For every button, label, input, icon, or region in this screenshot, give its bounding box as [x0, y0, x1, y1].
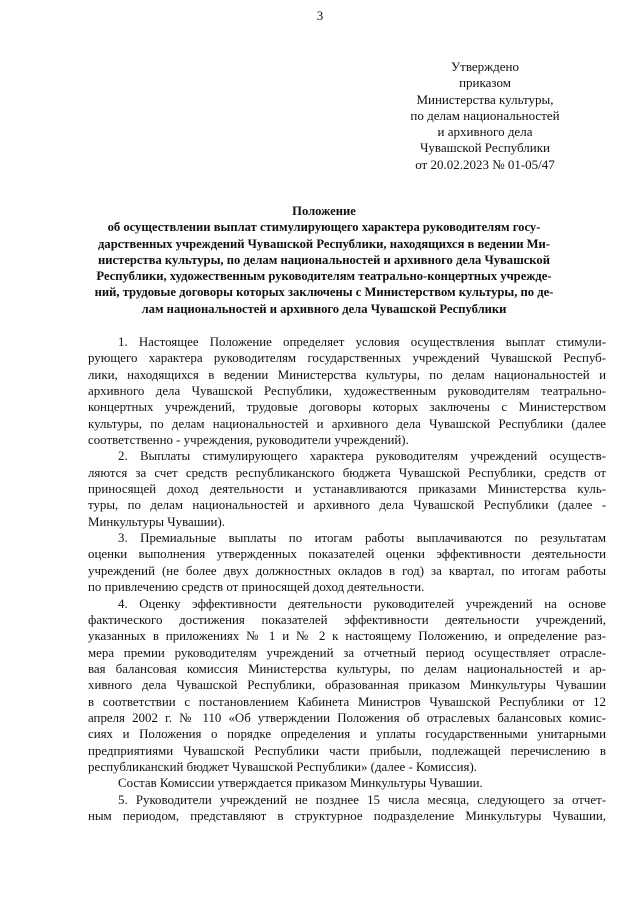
approval-line: Министерства культуры,	[416, 91, 554, 107]
paragraph	[88, 530, 606, 595]
page-number: 3	[316, 8, 324, 23]
title-line: Республики, художественным руководителям театрально-концертных учрежде-	[96, 269, 552, 284]
paragraph	[88, 334, 606, 448]
approval-line: Утверждено	[450, 59, 520, 74]
paragraph-line: ным периодом, представляют в структурное подразделение Минкультуры Чувашии,	[88, 808, 606, 823]
approval-line: от 20.02.2023 № 01-05/47	[415, 156, 555, 172]
paragraph-line: оценки выполнения утвержденных показателей оценки эффективности деятельности	[88, 547, 606, 562]
paragraph-line: 5. Руководители учреждений не позднее 15 числа месяца, следующего за отчет-	[118, 792, 606, 807]
paragraph-line: учреждений (не более двух должностных окладов в год) за квартал, по итогам работы	[88, 563, 606, 578]
document-title	[88, 203, 560, 317]
title-line: лам национальностей и архивного дела Чувашской Республики	[141, 301, 507, 316]
paragraph-line: архивного дела Чувашской Республики, художественным руководителям театрально-	[88, 384, 606, 399]
approval-line: по делам национальностей	[410, 107, 560, 123]
paragraph-line: Состав Комиссии утверждается приказом Минкультуры Чувашии.	[118, 776, 483, 791]
paragraph	[88, 775, 606, 791]
paragraph	[88, 596, 606, 776]
paragraph-line: хивного дела Чувашской Республики, образованная приказом Минкультуры Чувашии	[88, 678, 606, 693]
paragraph-line: указанных в приложениях № 1 и № 2 к настоящему Положению, и определение раз-	[88, 629, 606, 644]
title-line: нистерства культуры, по делам национальностей и архивного дела Чувашской	[98, 252, 550, 267]
paragraph-line: культуры, по делам национальностей и архивного дела Чувашской Республики (далее	[88, 416, 606, 431]
paragraph-line: 1. Настоящее Положение определяет условия осуществления выплат стимули-	[118, 335, 606, 349]
title-line: ний, трудовые договоры которых заключены с Министерством культуры, по де-	[94, 285, 554, 300]
paragraph-line: предприятиями Чувашской Республики части прибыли, подлежащей перечислению в	[88, 743, 606, 758]
paragraph-line: Минкультуры Чувашии).	[88, 514, 225, 529]
approval-block	[390, 59, 580, 173]
paragraph-line: соответственно - учреждения, руководители учреждений).	[88, 433, 409, 448]
paragraph-line: апреля 2002 г. № 110 «Об утверждении Положения об отраслевых балансовых комис-	[88, 710, 606, 725]
paragraph	[88, 792, 606, 825]
paragraph-line: концертных учреждений, трудовые договоры которых заключены с Министерством	[88, 400, 606, 415]
paragraph-line: рующего характера руководителям государственных учреждений Чувашской Респуб-	[88, 351, 606, 366]
paragraph-line: фактического достижения показателей эффективности деятельности учреждений,	[88, 612, 606, 627]
paragraph-line: мера премии руководителям учреждений за отчетный период осуществляет отрасле-	[88, 645, 606, 660]
paragraph-line: в соответствии с постановлением Кабинета Министров Чувашской Республики от 12	[88, 694, 606, 709]
paragraph-line: туры, по делам национальностей и архивного дела Чувашской Республики (далее -	[88, 498, 606, 513]
paragraph-line: 3. Премиальные выплаты по итогам работы выплачиваются по результатам	[118, 531, 606, 546]
paragraph-line: ляются за счет средств республиканского бюджета Чувашской Республики, средств от	[88, 465, 606, 480]
paragraph-line: 4. Оценку эффективности деятельности руководителей учреждений на основе	[118, 596, 606, 611]
title-line: Положение	[292, 204, 356, 218]
approval-line: приказом	[459, 75, 511, 91]
paragraph-line: вая балансовая комиссия Министерства культуры, по делам национальностей и ар-	[88, 661, 606, 676]
paragraph-line: приносящей доход деятельности и устанавливаются приказами Министерства куль-	[88, 482, 606, 497]
paragraph-line: лики, находящихся в ведении Министерства культуры, по делам национальностей и	[88, 367, 606, 382]
document-body	[88, 334, 606, 824]
paragraph-line: республиканский бюджет Чувашской Республики» (далее - Комиссия).	[88, 759, 477, 774]
paragraph-line: по привлечению средств от приносящей доход деятельности.	[88, 580, 425, 595]
title-line: дарственных учреждений Чувашской Республики, находящихся в ведении Ми-	[98, 236, 550, 251]
approval-line: и архивного дела	[437, 124, 533, 140]
paragraph-line: сиях и Положения о порядке определения и уплаты государственными унитарными	[88, 727, 606, 742]
approval-line: Чувашской Республики	[419, 140, 551, 156]
paragraph	[88, 448, 606, 530]
paragraph-line: 2. Выплаты стимулирующего характера руководителям учреждений осуществ-	[118, 449, 606, 464]
title-line: об осуществлении выплат стимулирующего характера руководителям госу-	[107, 220, 541, 235]
